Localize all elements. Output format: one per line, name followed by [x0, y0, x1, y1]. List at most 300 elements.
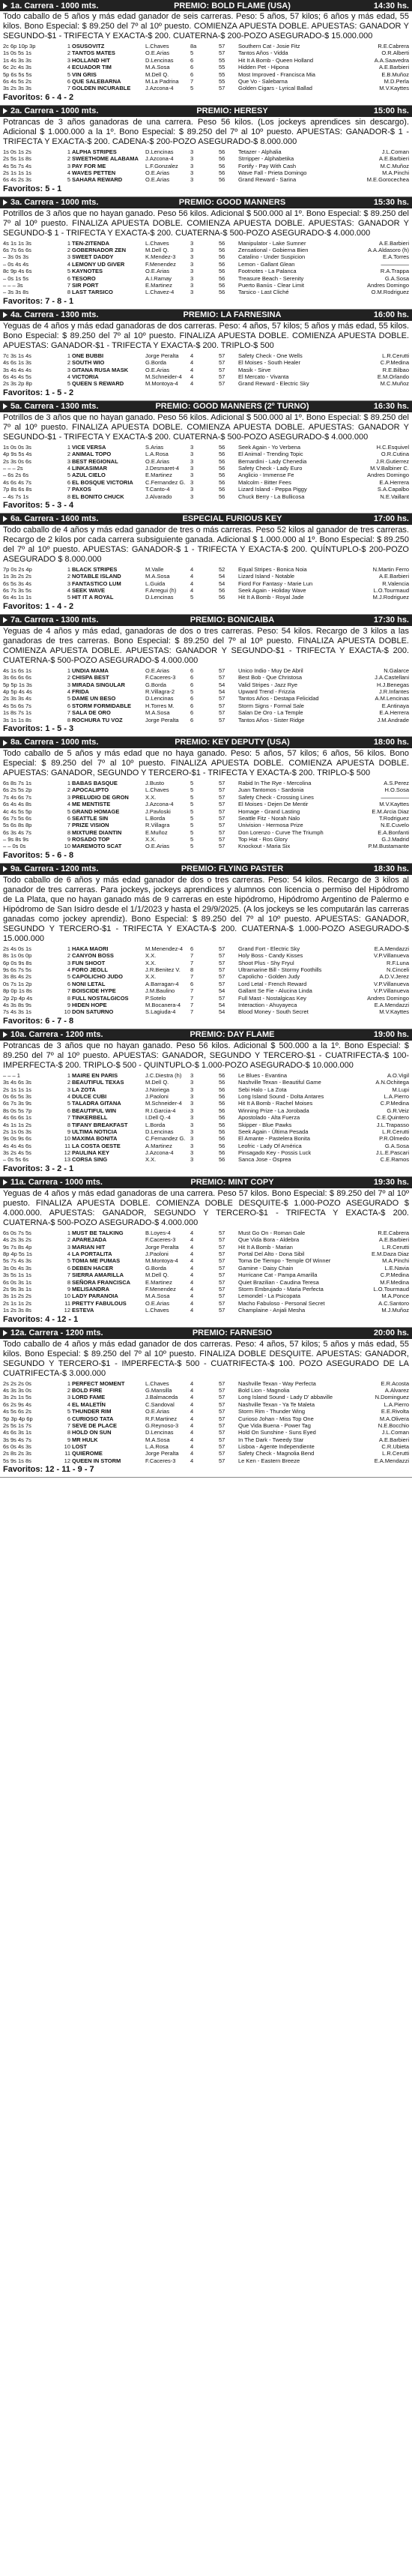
weight: 57 — [219, 352, 225, 359]
horse-name: SEEK WAVE — [72, 587, 106, 595]
weight: 57 — [219, 674, 225, 681]
saddle-number: 9 — [67, 836, 70, 843]
trainer: R.A.Trappa — [380, 268, 409, 275]
age: 4 — [190, 1236, 194, 1244]
horse-name: SAHARA REWARD — [72, 176, 123, 184]
entry-row — [0, 580, 412, 587]
jockey: J.Desmaret-4 — [145, 464, 180, 472]
age: 6 — [190, 709, 194, 717]
trainer: L.A.Pierro — [384, 1092, 409, 1100]
entry-row — [0, 681, 412, 688]
jockey: J.C.Diestra (h) — [145, 1071, 182, 1079]
pedigree: Tantos Años - Sister Ridge — [238, 716, 305, 723]
recent-form: 4s 4s 4s 6s — [3, 1142, 31, 1149]
trainer: N.Dominguez — [375, 1394, 409, 1401]
recent-form: 2s 1s 1s 1s — [3, 1086, 31, 1093]
pedigree: Upward Trend - Frizzia — [238, 688, 295, 696]
weight: 56 — [219, 594, 225, 601]
pedigree: Seek Again - Última Pesada — [238, 1128, 309, 1135]
horse-name: TOMA ME PUMAS — [72, 1257, 121, 1265]
recent-form: – 9s 8s 9s — [3, 836, 29, 843]
recent-form: 2c 6p 10p 3p — [3, 43, 36, 49]
trainer: E.A.Bonfanti — [378, 828, 409, 836]
weight: 57 — [219, 709, 225, 717]
saddle-number: 10 — [64, 1008, 70, 1016]
trainer: E.A.Mendazzi — [374, 945, 409, 952]
horse-name: CAPOLICHO JUDO — [72, 973, 123, 981]
pedigree: Hit It A Bomb - Queen Holland — [238, 56, 314, 64]
trainer: M.J.Muñoz — [381, 1307, 409, 1314]
jockey: L.Chavez-4 — [145, 289, 175, 296]
race-time: 19:00 hs. — [373, 1030, 409, 1040]
weight: 56 — [219, 1079, 225, 1086]
pedigree: Golden Cigars - Lyrical Ballad — [238, 85, 312, 92]
saddle-number: 6 — [67, 814, 70, 822]
jockey: D.Lencinas — [145, 1128, 174, 1135]
trainer: E.M.Daza Diaz — [371, 1251, 409, 1258]
race-conditions: Todo caballo de 6 años y más edad ganador de dos o tres carreras. Peso: 54 kilos. Recargo de 3 kilos al ganador de tres carreras. Para jockeys, jockeys aprendices y alumnos con licencia o permiso del Hipódromo de La Plata, que no hayan ganado más de 9 carreras en este hipódromo, Hipódromo Argentino de Palermo e Hipódromo de San Isidro desde el 1/1/2023 y hasta el 29/9/2025. (A los jockeys se les computarán las carreras ganadas como jockey aprendiz). Bono Especial: $ 89.250 del 7º al 10º puesto. APUESTAS: GANADOR, SEGUNDO Y TERCERO-$1 - TRIFECTA Y EXACTA-$ 200. CUATERNA-$ 1.000-POZO ASEGURADO-$ 15.000.000 — [3, 875, 409, 943]
saddle-number: 1 — [67, 1229, 70, 1236]
saddle-number: 7 — [67, 709, 70, 717]
weight: 57 — [219, 85, 225, 92]
jockey: J.Busto — [145, 779, 165, 786]
weight: 56 — [219, 148, 225, 155]
pedigree: Tantos Años - Destapa Felicidad — [238, 695, 319, 702]
trainer: O.M.Rodriguez — [371, 289, 409, 296]
race-time: 17:30 hs. — [373, 616, 409, 625]
saddle-number: 11 — [64, 1299, 70, 1307]
pedigree: Que Vo - Salebarna — [238, 77, 288, 85]
weight: 55 — [219, 64, 225, 71]
arrow-icon — [3, 740, 7, 746]
jockey: E.Martinez — [145, 472, 172, 479]
recent-form: 1s 4s 3s 3s — [3, 56, 31, 64]
recent-form: 3s 1s 2s 2s — [3, 1292, 31, 1300]
trainer: E.B.Muñoz — [381, 70, 409, 78]
weight: 56 — [219, 464, 225, 472]
age: 3 — [190, 1100, 194, 1107]
pedigree: Nashville Texan - Way Perfecta — [238, 1379, 316, 1387]
recent-form: 3s 2s 4s 5s — [3, 1149, 31, 1157]
recent-form: 9s 7s 8s 4p — [3, 1243, 32, 1251]
arrow-icon — [3, 1330, 7, 1336]
entry-row — [0, 1272, 412, 1278]
pedigree: Ultramarine Bill - Stormy Foothills — [238, 966, 322, 974]
horse-name: CHISPA BEST — [72, 674, 109, 681]
weight: 56 — [219, 486, 225, 493]
pedigree: Champlaine - Anjali Mesha — [238, 1307, 306, 1314]
trainer: G.A.Sosa — [384, 1142, 409, 1149]
entry-row — [0, 1450, 412, 1457]
entry-row — [0, 148, 412, 155]
saddle-number: 2 — [67, 573, 70, 580]
age: 4 — [190, 1421, 194, 1429]
pedigree: Grand Reward - Sarina — [238, 176, 297, 184]
age: 3 — [190, 169, 194, 176]
entry-row — [0, 1401, 412, 1408]
saddle-number: 9 — [67, 1436, 70, 1443]
pedigree: Masik - Sirve — [238, 366, 271, 373]
saddle-number: 1 — [67, 239, 70, 247]
saddle-number: 3 — [67, 457, 70, 465]
pedigree: Toma De Tiempo - Temple Of Winner — [238, 1257, 331, 1265]
weight: 57 — [219, 1299, 225, 1307]
jockey: J.Alvarado — [145, 493, 172, 500]
age: 3 — [190, 464, 194, 472]
recent-form: – – – 2s — [3, 464, 23, 472]
recent-form: 3s 2s 1s 5s — [3, 1394, 31, 1401]
entry-row — [0, 1436, 412, 1443]
horse-name: NOTABLE ISLAND — [72, 573, 121, 580]
weight: 56 — [219, 1142, 225, 1149]
race-time: 15:30 hs. — [373, 198, 409, 208]
race-conditions: Todo caballo de 5 años y más edad ganador de seis carreras. Peso: 5 años, 57 kilos; 6 años y más edad, 55 kilos. Bono Especial: $ 89.250 del 7º al 10º puesto. COMIENZA APUESTA DOBLE. APUESTAS: GANADOR Y SEGUNDO-$1 - TRIFECTA Y EXACTA-$ 200. CUATERNA-$ 200-POZO ASEGURADO-$ 15.000.000 — [3, 12, 409, 40]
jockey: F.Menendez — [145, 260, 176, 268]
age: 4 — [190, 580, 194, 587]
race-conditions: Todo caballo de 4 años y más edad ganador de dos carreras. Peso: 4 años, 57 kilos; 5 años y más edad, 55 kilos. Bono Especial: $ 89.250 del 7º al 10º puesto. FINALIZA DOBLE DESQUITE. APUESTAS: GANADOR, SEGUNDO Y TERCERO-$1 - IMPERFECTA-$ 500 - CUATRIFECTA-$ 100. POZO ASEGURADO DE LA CUATRIFECTA-$ 3.000.000 — [3, 1339, 409, 1378]
recent-form: 5p 6s 5s 5s — [3, 70, 32, 78]
weight: 57 — [219, 828, 225, 836]
recent-form: 6s 4s 4s 5s — [3, 373, 31, 380]
horse-name: CORSA SING — [72, 1156, 108, 1164]
race-conditions: Potrancas de 3 años que no hayan ganado. Peso 56 kilos. Adicional $ 500.000 a la 1º. Bono Especial: $ 89.250 del 7º al 10º puesto. APUESTAS: GANADOR, SEGUNDO Y TERCERO-$1 - CUATRIFECTA-$ 100-IMPERFECTA-$ 200. TRIPLO-$ 500 - QUINTUPLO-$ 1.000-POZO ASEGURADO-$ 10.000.000 — [3, 1041, 409, 1070]
pedigree: Hold On Sunshine - Suns Eyed — [238, 1429, 316, 1436]
pedigree: Gamine - Daisy Chain — [238, 1264, 294, 1272]
entry-row — [0, 479, 412, 486]
saddle-number: 10 — [64, 843, 70, 850]
weight: 57 — [219, 1400, 225, 1408]
horse-name: PRIZE VISION — [72, 822, 109, 829]
jockey: M.La Padrina — [145, 77, 179, 85]
jockey: O.E.Arias — [145, 49, 170, 57]
saddle-number: 8 — [67, 493, 70, 500]
weight: 57 — [219, 1251, 225, 1258]
recent-form: 3s 1s 1s 8s — [3, 716, 31, 723]
saddle-number: 8 — [67, 289, 70, 296]
jockey: C.Fernandez G. — [145, 1135, 186, 1143]
race-conditions: Potrancas de 3 años ganadoras de una carrera. Peso 56 kilos. (Los jockeys aprendices sin descargo). Adicional $ 1.000.000 a la 1º. Bono Especial: $ 89.250 del 7º al 10º puesto. APUESTAS: GANADOR-$ 1 - TRIFECTA Y EXACTA-$ 200. CADENA-$ 200-POZO ASEGURADO-$ 8.000.000 — [3, 117, 409, 146]
recent-form: 4s 1s 1s 2s — [3, 1121, 31, 1128]
race-label: 5a. Carrera - 1300 mts. — [10, 402, 99, 412]
weight: 56 — [219, 260, 225, 268]
trainer: H.O.Sosa — [384, 786, 409, 794]
recent-form: 3s 6s 6s 6s — [3, 674, 31, 681]
entry-row — [0, 1394, 412, 1400]
saddle-number: 2 — [67, 674, 70, 681]
age: 3 — [190, 247, 194, 254]
pedigree: Bernardini - Lady Chenedia — [238, 457, 307, 465]
entry-row — [0, 1307, 412, 1313]
weight: 56 — [219, 1092, 225, 1100]
pedigree: Strripper - Alphabetika — [238, 155, 294, 163]
race-header — [0, 0, 412, 11]
horse-name: FRIDA — [72, 688, 89, 696]
jockey: A.Martinez — [145, 1142, 172, 1149]
recent-form: 6s 7s 3s 9s — [3, 1100, 31, 1107]
entry-row — [0, 367, 412, 373]
trainer: J.A.Castellani — [375, 674, 409, 681]
recent-form: – 0s 4s 4s — [3, 260, 29, 268]
pedigree: Nashville Texan - Ya Te Maleta — [238, 1400, 315, 1408]
horse-name: BOISCIDE HYPE — [72, 987, 116, 995]
jockey: B.Loyes-4 — [145, 1229, 171, 1236]
horse-name: DAME UN BESO — [72, 695, 116, 702]
recent-form: 6s 2s 5s 2p — [3, 786, 32, 794]
saddle-number: 1 — [67, 352, 70, 359]
pedigree: Lord Letal - French Reward — [238, 980, 307, 987]
saddle-number: 7 — [67, 1421, 70, 1429]
horse-name: SWEET DADDY — [72, 253, 114, 261]
jockey: G.Borda — [145, 1264, 166, 1272]
age: 4 — [190, 366, 194, 373]
weight: 57 — [219, 836, 225, 843]
recent-form: 5s 9s 1s 8s — [3, 1457, 31, 1464]
horse-name: LEMONY UD GIVER — [72, 260, 125, 268]
age: 4 — [190, 573, 194, 580]
saddle-number: 1 — [67, 1379, 70, 1387]
recent-form: 3s 8s 4s 2s — [3, 973, 31, 981]
trainer: E.M.Arcia Diaz — [372, 807, 409, 815]
recent-form: 4s 6s 6s 1s — [3, 1114, 31, 1122]
trainer: E.M.Orlando — [377, 373, 409, 380]
entry-row — [0, 952, 412, 959]
age: 3 — [190, 253, 194, 261]
pedigree: Salan De Oro - La Temple — [238, 709, 303, 717]
age: 6 — [190, 945, 194, 952]
horse-name: VIN GRIS — [72, 70, 97, 78]
trainer: E.R.Acosta — [381, 1379, 409, 1387]
race-label: 9a. Carrera - 1200 mts. — [10, 864, 99, 874]
saddle-number: 8 — [67, 994, 70, 1002]
entry-row — [0, 1122, 412, 1128]
race-section — [0, 737, 412, 864]
recent-form: 2s 1s 1s 1s — [3, 169, 31, 176]
saddle-number: 8 — [67, 1429, 70, 1436]
trainer: Andres Domingo — [367, 282, 409, 289]
age: 7 — [190, 952, 194, 960]
entry-row — [0, 169, 412, 176]
recent-form: 1s 8s 7s 1s — [3, 709, 31, 717]
recent-form: 4s 1s 1s 3s — [3, 239, 31, 247]
entry-row — [0, 1380, 412, 1387]
saddle-number: 3 — [67, 681, 70, 688]
saddle-number: 3 — [67, 1086, 70, 1093]
recent-form: 4p 5p 4s 4s — [3, 688, 32, 696]
age: 4 — [190, 1379, 194, 1387]
age: 3 — [190, 1079, 194, 1086]
horse-name: SEÑORA FRANCISCA — [72, 1278, 131, 1286]
saddle-number: 7 — [67, 85, 70, 92]
age: 4 — [190, 1229, 194, 1236]
saddle-number: 7 — [67, 282, 70, 289]
entry-row — [0, 1149, 412, 1156]
age: 4 — [190, 380, 194, 388]
age: 5 — [190, 828, 194, 836]
weight: 57 — [219, 807, 225, 815]
horse-name: FORO JEOLL — [72, 966, 108, 974]
recent-form: 2s 1s 1s 2s — [3, 1299, 31, 1307]
saddle-number: 10 — [64, 1292, 70, 1300]
saddle-number: 2 — [67, 1079, 70, 1086]
saddle-number: 6 — [67, 77, 70, 85]
saddle-number: 4 — [67, 64, 70, 71]
jockey: M.Bocanera-4 — [145, 1002, 181, 1008]
weight: 56 — [219, 472, 225, 479]
horse-name: BEST REGIONAL — [72, 457, 118, 465]
trainer: J.M.Andrade — [377, 716, 409, 723]
horse-name: BEAUTIFUL TEXAS — [72, 1079, 124, 1086]
saddle-number: 1 — [67, 443, 70, 451]
saddle-number: 5 — [67, 1408, 70, 1415]
trainer: C.P.Medina — [380, 1272, 409, 1279]
horse-name: SOUTH WIO — [72, 359, 105, 367]
weight: 57 — [219, 49, 225, 57]
entry-row — [0, 945, 412, 952]
age: 3 — [190, 486, 194, 493]
pedigree: El Moises - South Healer — [238, 359, 300, 367]
age: 4 — [190, 1443, 194, 1451]
recent-form: 9s 0s 9s 6s — [3, 1135, 31, 1143]
saddle-number: 1 — [67, 43, 70, 49]
saddle-number: 2 — [67, 451, 70, 458]
favorites: Favoritos: 1 - 4 - 2 — [3, 601, 74, 611]
horse-name: LORD FAME — [72, 1394, 106, 1401]
recent-form: – 3s 3s 8s — [3, 289, 29, 296]
trainer: L.O.Tourmaud — [373, 1285, 409, 1292]
entry-row — [0, 1230, 412, 1236]
jockey: L.Chaves — [145, 43, 169, 49]
entry-row — [0, 794, 412, 801]
favorites: Favoritos: 5 - 3 - 4 — [3, 500, 74, 510]
race-prize: PREMIO: FARNESIO — [192, 1328, 273, 1338]
pedigree: Long Island Sound - Lady D' abbaville — [238, 1394, 333, 1401]
recent-form: 7c 3s 1s 4s — [3, 352, 31, 359]
pedigree: Macho Fabuloso - Personal Secret — [238, 1299, 325, 1307]
jockey: M.Montoya-4 — [145, 380, 178, 388]
pedigree: Full Mast - Nostalgicas Key — [238, 994, 306, 1002]
entry-row — [0, 1156, 412, 1163]
saddle-number: 1 — [67, 779, 70, 786]
jockey: M.Dell Q. — [145, 1272, 169, 1279]
trainer: C.E.Ramos — [380, 1156, 409, 1164]
pedigree: Storm Rim - Thunder Wing — [238, 1408, 306, 1415]
age: 6 — [190, 56, 194, 64]
entry-row — [0, 566, 412, 573]
pedigree: Chuck Berry - La Bullicosa — [238, 493, 305, 500]
saddle-number: 1 — [67, 1071, 70, 1079]
horse-name: QUIEROME — [72, 1450, 103, 1457]
entry-row — [0, 253, 412, 260]
trainer: L.A.Pierro — [384, 1400, 409, 1408]
race-time: 14:30 hs. — [373, 1, 409, 10]
jockey: A.Barragan-4 — [145, 980, 179, 987]
pedigree: Seek Again - Holiday Wave — [238, 587, 306, 595]
entry-row — [0, 57, 412, 64]
saddle-number: 1 — [67, 148, 70, 155]
age: 5 — [190, 836, 194, 843]
age: 3 — [190, 1071, 194, 1079]
entry-row — [0, 1107, 412, 1114]
entry-row — [0, 709, 412, 716]
entry-row — [0, 1072, 412, 1079]
jockey: J.Azcona-4 — [145, 1149, 174, 1157]
pedigree: Leofric - Lady Of América — [238, 1142, 302, 1149]
jockey: M.Menendez-4 — [145, 945, 184, 952]
pedigree: Manipulator - Lake Sumner — [238, 239, 306, 247]
age: 5 — [190, 779, 194, 786]
race-section — [0, 401, 412, 514]
trainer: M.C.Muñoz — [380, 380, 409, 388]
saddle-number: 4 — [67, 801, 70, 808]
jockey: R.I.Garcia-4 — [145, 1107, 176, 1114]
entry-row — [0, 1257, 412, 1264]
age: 7 — [190, 959, 194, 966]
jockey: D.Lencinas — [145, 594, 174, 601]
recent-form: – – – 3s — [3, 282, 23, 289]
horse-name: OSUSOVITZ — [72, 43, 105, 49]
saddle-number: 5 — [67, 1100, 70, 1107]
entry-row — [0, 1135, 412, 1142]
pedigree: Hidden Pet - Hipona — [238, 64, 289, 71]
recent-form: 6s 4s 1s 1s — [3, 594, 31, 601]
saddle-number: 8 — [67, 828, 70, 836]
recent-form: 7p 0s 2s 4p — [3, 565, 32, 573]
pedigree: Must Go On - Roman Gale — [238, 1229, 306, 1236]
weight: 57 — [219, 1292, 225, 1300]
age: 4 — [190, 1264, 194, 1272]
jockey: J.R.Benitez V. — [145, 966, 181, 974]
age: 3 — [190, 1086, 194, 1093]
saddle-number: 2 — [67, 952, 70, 960]
arrow-icon — [3, 866, 7, 872]
age: 3 — [190, 451, 194, 458]
horse-name: HOLLAND HIT — [72, 56, 110, 64]
weight: 55 — [219, 70, 225, 78]
age: 8a — [190, 43, 197, 49]
recent-form: 5s 6s 8s 8p — [3, 822, 32, 829]
entry-row — [0, 587, 412, 594]
trainer: O.R.Cutina — [381, 451, 409, 458]
trainer: M.V.Kayttes — [379, 801, 409, 808]
weight: 57 — [219, 952, 225, 960]
trainer: R.E.Cabrera — [378, 1229, 409, 1236]
pedigree: Sebi Halo - La Zota — [238, 1086, 287, 1093]
trainer: L.R.Cerutti — [382, 1128, 409, 1135]
entry-row — [0, 674, 412, 681]
jockey: D.Lencinas — [145, 1429, 174, 1436]
jockey: O.E.Arias — [145, 843, 170, 850]
horse-name: BEAUTIFUL WIN — [72, 1107, 117, 1114]
age: 7 — [190, 77, 194, 85]
weight: 56 — [219, 1156, 225, 1164]
horse-name: PAY FOR ME — [72, 162, 106, 169]
pedigree: Malcolm - Bitter Fees — [238, 478, 291, 486]
trainer: A.E.Barbieri — [378, 573, 409, 580]
trainer: N.E.Vaillant — [380, 493, 409, 500]
recent-form: 9s 6s 7s 5s — [3, 966, 31, 974]
jockey: L.Borda — [145, 1121, 166, 1128]
saddle-number: 6 — [67, 274, 70, 282]
horse-name: ALPHA STRIPES — [72, 148, 117, 155]
trainer: R.E.Cabrera — [378, 43, 409, 49]
age: 5 — [190, 814, 194, 822]
weight: 57 — [219, 814, 225, 822]
jockey: M.Dell Q. — [145, 247, 169, 254]
horse-name: MELISANDRA — [72, 1285, 109, 1292]
recent-form: 1s 2s 3s 8s — [3, 1307, 31, 1314]
trainer: M.A.Ponce — [381, 1292, 409, 1300]
recent-form: 3s 4s 6s 3s — [3, 1079, 31, 1086]
